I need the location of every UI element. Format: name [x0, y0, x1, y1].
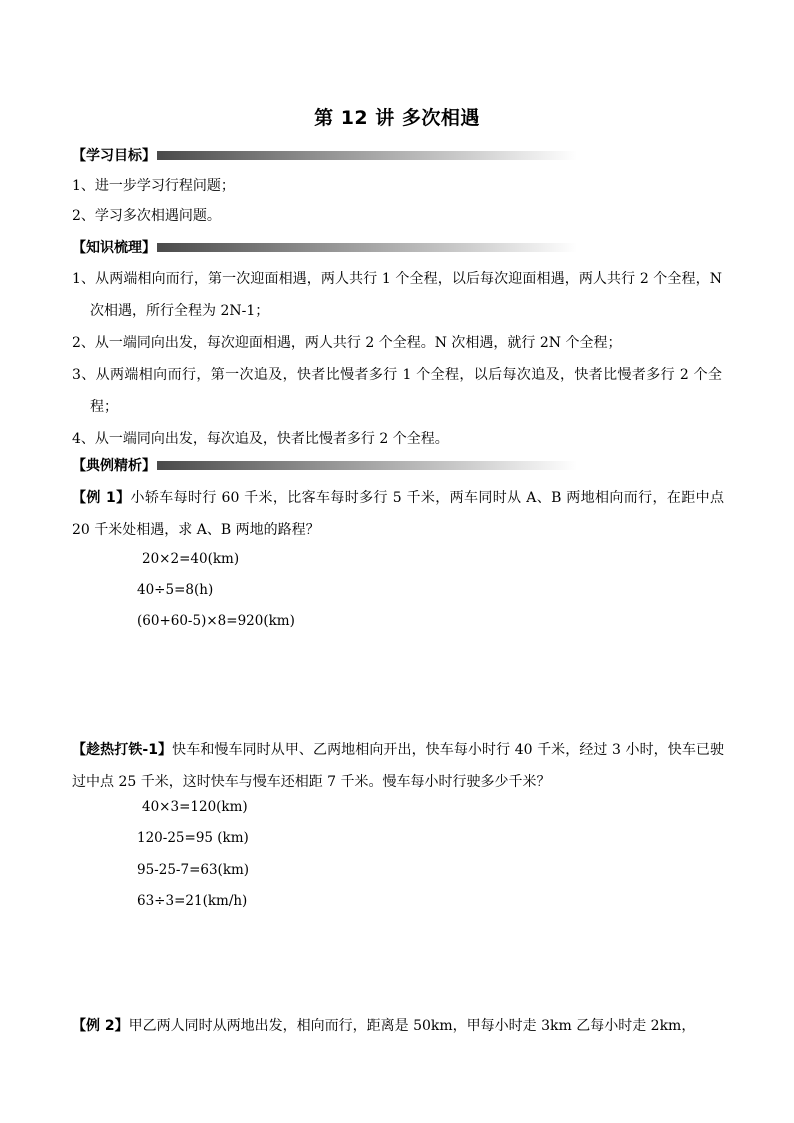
practice-question: 快车和慢车同时从甲、乙两地相向开出，快车每小时行 40 千米，经过 3 小时，快车已驶过中点 25 千米，这时快车与慢车还相距 7 千米。慢车每小时行驶多少千米？	[72, 742, 724, 790]
solution-step: 40÷5=8(h)	[137, 582, 214, 598]
example-question: 小轿车每时行 60 千米，比客车每时多行 5 千米，两车同时从 A、B 两地相向而行，在距中点 20 千米处相遇，求 A、B 两地的路程？	[72, 490, 724, 538]
section-label-goals: 【学习目标】	[72, 148, 156, 164]
practice-1	[72, 734, 724, 798]
solution-step: 95-25-7=63(km)	[137, 862, 250, 878]
example-1	[72, 482, 724, 546]
example-tag: 【例 2】	[72, 1018, 129, 1034]
goal-item: 1、进一步学习行程问题；	[72, 178, 235, 194]
example-2	[72, 1010, 724, 1042]
knowledge-item: 1、从两端相向而行，第一次迎面相遇，两人共行 1 个全程，以后每次迎面相遇，两人共行 2 个全程，N 次相遇，所行全程为 2N-1；	[72, 271, 722, 319]
solution-step: 40×3=120(km)	[142, 799, 248, 815]
section-header-goals	[72, 145, 577, 165]
example-question: 甲乙两人同时从两地出发，相向而行，距离是 50km，甲每小时走 3km 乙每小时走 2km，	[128, 1018, 696, 1034]
section-header-examples	[72, 455, 577, 475]
example-tag: 【例 1】	[72, 490, 131, 506]
goal-item: 2、学习多次相遇问题。	[72, 208, 221, 224]
section-gradient-bar	[157, 151, 577, 160]
solution-step: 20×2=40(km)	[142, 551, 240, 567]
solution-step: (60+60-5)×8=920(km)	[137, 613, 295, 629]
section-gradient-bar	[157, 461, 577, 470]
section-gradient-bar	[157, 243, 577, 252]
page-title: 第 12 讲 多次相遇	[314, 107, 480, 129]
practice-tag: 【趁热打铁-1】	[72, 742, 173, 758]
section-header-knowledge	[72, 237, 577, 257]
section-label-knowledge: 【知识梳理】	[72, 240, 156, 256]
knowledge-item: 3、从两端相向而行，第一次追及，快者比慢者多行 1 个全程，以后每次追及，快者比慢者多行 2 个全程；	[72, 367, 722, 415]
solution-step: 63÷3=21(km/h)	[137, 893, 248, 909]
knowledge-item: 4、从一端同向出发，每次追及，快者比慢者多行 2 个全程。	[72, 431, 449, 447]
section-label-examples: 【典例精析】	[72, 458, 156, 474]
knowledge-item: 2、从一端同向出发，每次迎面相遇，两人共行 2 个全程。N 次相遇，就行 2N 个全程；	[72, 335, 622, 351]
solution-step: 120-25=95 (km)	[137, 830, 249, 846]
